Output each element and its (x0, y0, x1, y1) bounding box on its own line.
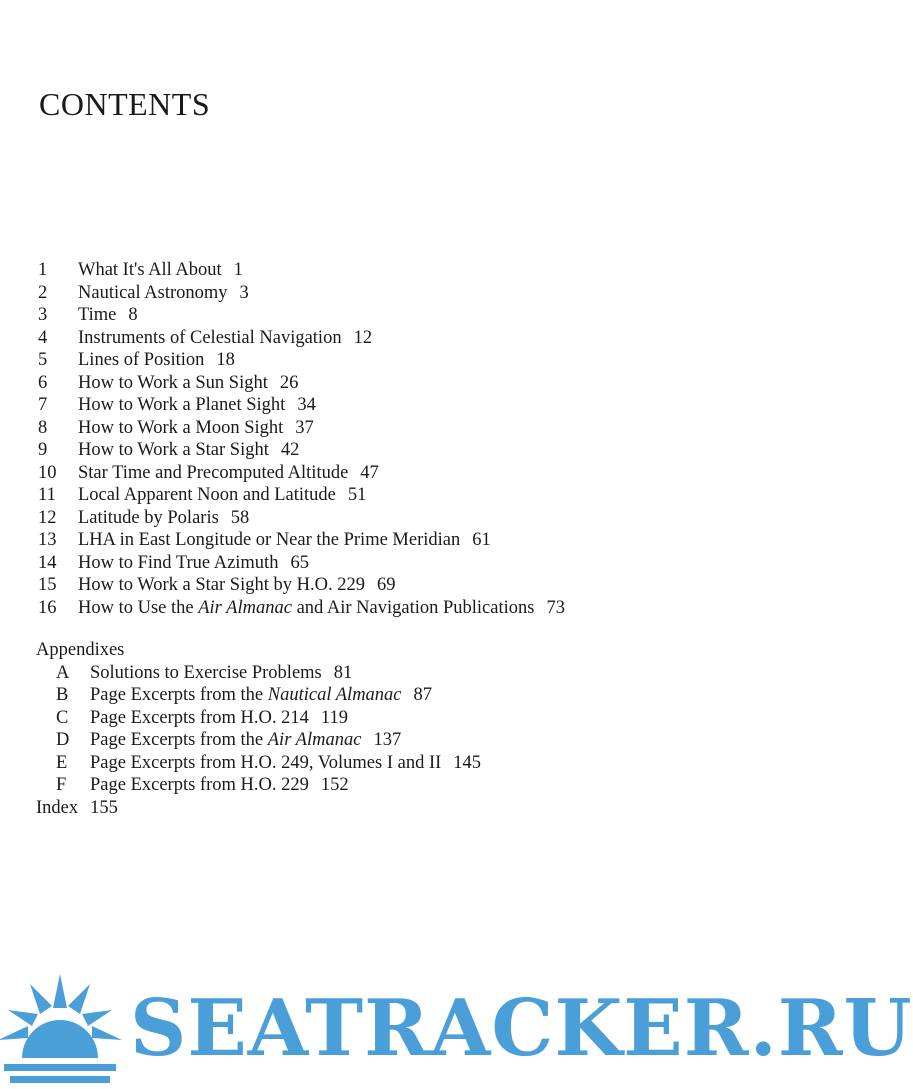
toc-row-12 (36, 507, 776, 530)
chapter-number: 13 (38, 530, 57, 550)
chapter-number: 4 (38, 327, 48, 348)
page-number: 69 (376, 575, 396, 595)
toc-row-2 (36, 282, 776, 305)
publication-title: Air Almanac (198, 597, 292, 618)
toc-row-8 (36, 417, 776, 440)
page-number: 87 (413, 685, 433, 705)
table-of-contents (36, 259, 776, 819)
appendix-letter: C (56, 707, 69, 728)
page-number: 81 (333, 662, 353, 683)
page-number: 12 (353, 327, 373, 348)
chapter-number: 2 (38, 282, 48, 303)
page-number: 155 (90, 797, 118, 818)
appendix-title: Page Excerpts from the Nautical Almanac (90, 685, 402, 705)
publication-title: Nautical Almanac (267, 685, 402, 705)
chapter-number: 8 (38, 417, 48, 438)
appendix-letter: D (56, 730, 70, 750)
appendix-letter: F (56, 775, 67, 795)
appendix-letter: B (56, 685, 69, 705)
toc-row-16 (36, 597, 776, 620)
chapter-number: 7 (38, 395, 48, 415)
page-number: 37 (295, 417, 314, 438)
toc-row-9 (36, 439, 776, 462)
appendix-title: Solutions to Exercise Problems (90, 662, 322, 683)
chapter-title: How to Use the Air Almanac and Air Navigation Publications (78, 597, 535, 618)
index-label: Index (36, 797, 79, 818)
appendix-row-d (36, 729, 776, 752)
page-number: 51 (347, 485, 367, 505)
chapter-title: How to Work a Planet Sight (78, 395, 286, 415)
chapter-title: Nautical Astronomy (78, 282, 228, 303)
page-number: 3 (239, 282, 249, 303)
toc-row-1 (36, 259, 776, 282)
page-number: 47 (360, 462, 379, 483)
page-number: 58 (230, 507, 250, 528)
index-row (36, 797, 776, 820)
toc-row-11 (36, 484, 776, 507)
chapter-number: 12 (38, 507, 57, 528)
page-number: 18 (216, 350, 235, 370)
page-number: 137 (373, 730, 402, 750)
chapter-title: Star Time and Precomputed Altitude (78, 462, 349, 483)
toc-row-5 (36, 349, 776, 372)
toc-row-14 (36, 552, 776, 575)
chapter-title: How to Work a Sun Sight (78, 372, 268, 393)
chapter-number: 10 (38, 462, 57, 483)
chapter-title: Local Apparent Noon and Latitude (78, 485, 336, 505)
chapter-number: 6 (38, 372, 48, 393)
page-number: 8 (128, 305, 138, 325)
chapter-number: 1 (38, 260, 48, 280)
chapter-title: What It's All About (78, 260, 222, 280)
appendixes-heading: Appendixes (36, 640, 125, 660)
chapter-number: 9 (38, 440, 48, 460)
page-number: 42 (280, 440, 300, 460)
page-number: 152 (320, 775, 349, 795)
page-number: 119 (320, 707, 348, 728)
chapter-number: 5 (38, 350, 48, 370)
watermark-text: SEATRACKER.RU (130, 983, 913, 1074)
page-number: 26 (279, 372, 299, 393)
chapter-number: 16 (38, 597, 57, 618)
chapter-number: 14 (38, 552, 57, 573)
appendix-row-b (36, 684, 776, 707)
toc-row-3 (36, 304, 776, 327)
chapter-number: 15 (38, 575, 57, 595)
chapter-title: Time (78, 305, 117, 325)
page-title: CONTENTS (39, 86, 211, 122)
appendix-row-e (36, 752, 776, 775)
page-number: 65 (290, 552, 309, 573)
appendix-title: Page Excerpts from H.O. 229 (90, 775, 309, 795)
appendix-title: Page Excerpts from H.O. 214 (90, 707, 309, 728)
page-number: 1 (233, 260, 243, 280)
toc-row-10 (36, 462, 776, 485)
toc-row-4 (36, 327, 776, 350)
page-number: 145 (453, 752, 482, 773)
toc-row-15 (36, 574, 776, 597)
toc-row-13 (36, 529, 776, 552)
chapter-title: Lines of Position (78, 350, 205, 370)
appendix-title: Page Excerpts from H.O. 249, Volumes I and II (90, 752, 442, 773)
chapter-title: How to Work a Star Sight (78, 440, 269, 460)
page-number: 73 (546, 597, 565, 618)
appendix-row-c (36, 707, 776, 730)
appendix-letter: A (56, 662, 70, 683)
appendix-row-a (36, 662, 776, 685)
chapter-title: Instruments of Celestial Navigation (78, 327, 342, 348)
toc-row-6 (36, 372, 776, 395)
appendix-title: Page Excerpts from the Air Almanac (90, 730, 362, 750)
publication-title: Air Almanac (267, 730, 362, 750)
appendix-row-f (36, 774, 776, 797)
chapter-title: How to Work a Moon Sight (78, 417, 284, 438)
chapter-number: 3 (38, 305, 48, 325)
chapter-title: How to Work a Star Sight by H.O. 229 (78, 575, 365, 595)
page-number: 61 (472, 530, 491, 550)
chapter-title: LHA in East Longitude or Near the Prime Meridian (78, 530, 461, 550)
chapter-title: Latitude by Polaris (78, 507, 219, 528)
appendix-letter: E (56, 752, 68, 773)
page-number: 34 (297, 395, 316, 415)
toc-row-7 (36, 394, 776, 417)
chapter-number: 11 (38, 485, 56, 505)
chapter-title: How to Find True Azimuth (78, 552, 279, 573)
